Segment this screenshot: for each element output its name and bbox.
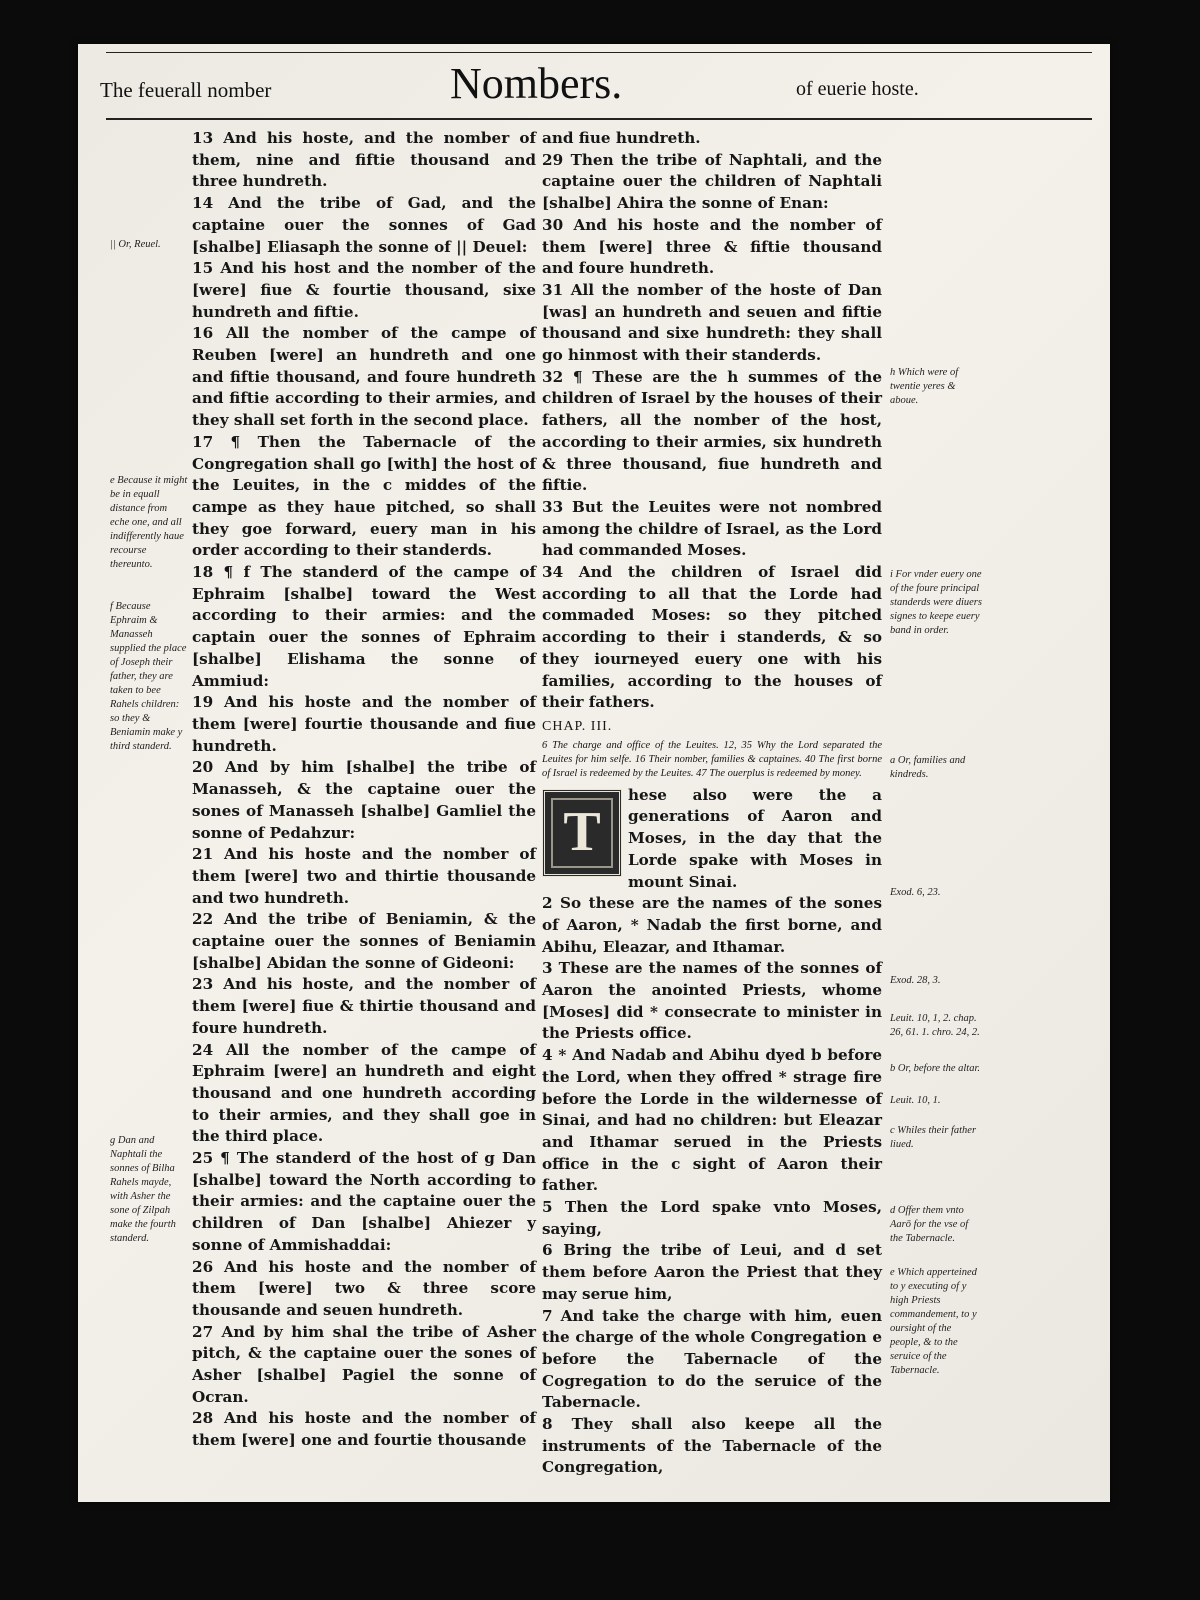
verse: 16 All the nomber of the campe of Reuben [were] an hundreth and one and fiftie thousand, and foure hundreth and fiftie according to their armies, and they shall set forth in the second place.	[192, 324, 536, 430]
verse: 26 And his hoste and the nomber of them [were] two & three score thousande and seuen hundreth.	[192, 1257, 536, 1319]
margin-note: c Whiles their father liued.	[890, 1125, 977, 1150]
margin-note: d Offer them vnto Aarō for the vse of the Tabernacle.	[890, 1205, 969, 1244]
margin-note: i For vnder euery one of the foure principal standerds were diuers signes to keepe euery band in order.	[890, 569, 982, 636]
margin-note: Exod. 28, 3.	[890, 975, 941, 986]
verse: 18 ¶ f The standerd of the campe of Ephraim [shalbe] toward the West according to their armies: and the captain ouer the sonnes of Ephraim [shalbe] Elishama the sonne of Ammiud:	[192, 563, 536, 690]
verse: 3 These are the names of the sonnes of Aaron the anointed Priests, whome [Moses] did * consecrate to minister in the Priests office.	[542, 959, 882, 1043]
verse: 17 ¶ Then the Tabernacle of the Congregation shall go [with] the host of the Leuites, in the c middes of the campe as they haue pitched, so shall they goe forward, euery man in his order according to their standerds.	[192, 432, 536, 560]
verse: 6 Bring the tribe of Leui, and d set them before Aaron the Priest that they may serue him,	[542, 1241, 882, 1303]
margin-note: e Which apperteined to y executing of y high Priests commandement, to y oursight of the people, & to the seruice of the Tabernacle.	[890, 1267, 977, 1376]
verse: 28 And his hoste and the nomber of them [were] one and fourtie thousande	[192, 1409, 536, 1450]
verse: 7 And take the charge with him, euen the charge of the whole Congregation e before the Tabernacle of the Cogregation to do the seruice of the Tabernacle.	[542, 1306, 882, 1412]
verse: 24 All the nomber of the campe of Ephraim [were] an hundreth and eight thousand and one hundreth according to their armies, and they shall goe in the third place.	[192, 1040, 536, 1146]
verse: 29 Then the tribe of Naphtali, and the captaine ouer the children of Naphtali [shalbe] Ahira the sonne of Enan:	[542, 150, 882, 213]
page-title: Nombers.	[450, 59, 623, 108]
verse: 32 ¶ These are the h summes of the children of Israel by the houses of their fathers, all the nomber of the host, according to their armies, six hundreth & three thousand, fiue hundreth and fiftie.	[542, 367, 882, 495]
margin-note: g Dan and Naphtali the sonnes of Bilha Rahels mayde, with Asher the sone of Zilpah make the fourth standerd.	[110, 1135, 176, 1244]
initial-letter: T	[563, 800, 601, 863]
verse: 4 * And Nadab and Abihu dyed b before the Lord, when they offred * strage fire before the Lorde in the wildernesse of Sinai, and had no children: but Eleazar and Ithamar serued in the Priests office in the c sight of Aaron their father.	[542, 1046, 882, 1195]
left-text-column	[192, 128, 536, 1452]
verse: 8 They shall also keepe all the instruments of the Tabernacle of the Congregation,	[542, 1415, 882, 1477]
ornamental-initial	[542, 789, 622, 877]
verse: 33 But the Leuites were not nombred among the childre of Israel, as the Lord had commanded Moses.	[542, 497, 882, 560]
verse: 27 And by him shal the tribe of Asher pitch, & the captaine ouer the sones of Asher [shalbe] Pagiel the sonne of Ocran.	[192, 1322, 536, 1406]
verse: 2 So these are the names of the sones of Aaron, * Nadab the first borne, and Abihu, Eleazar, and Ithamar.	[542, 894, 882, 956]
margin-note: || Or, Reuel.	[110, 239, 161, 250]
verse: hese also were the a generations of Aaron and Moses, in the day that the Lorde spake with Moses in mount Sinai.	[628, 785, 882, 891]
bible-page	[78, 44, 1110, 1502]
margin-note: f Because Ephraim & Manasseh supplied the place of Joseph their father, they are taken to bee Rahels children: so they & Beniamin make y third standerd.	[110, 601, 187, 752]
verse: 15 And his host and the nomber of the [were] fiue & fourtie thousand, sixe hundreth and fiftie.	[192, 259, 536, 321]
verse: 21 And his hoste and the nomber of them [were] two and thirtie thousande and two hundreth.	[192, 845, 536, 907]
running-head-left: The feuerall nomber	[100, 78, 272, 102]
verse: 34 And the children of Israel did according to all that the Lorde had commaded Moses: so they pitched according to their i standerds, & so they iourneyed euery one with his families, according to the houses of their fathers.	[542, 563, 882, 712]
verse: 23 And his hoste, and the nomber of them [were] fiue & thirtie thousand and foure hundreth.	[192, 975, 536, 1037]
verse: 30 And his hoste and the nomber of them [were] three & fiftie thousand and foure hundreth.	[542, 215, 882, 278]
verse: 13 And his hoste, and the nomber of them, nine and fiftie thousand and three hundreth.	[192, 129, 536, 191]
margin-note: h Which were of twentie yeres & aboue.	[890, 367, 959, 406]
chapter-heading: CHAP. III.	[542, 718, 613, 734]
right-text-column	[542, 128, 882, 1479]
verse: 22 And the tribe of Beniamin, & the captaine ouer the sonnes of Beniamin [shalbe] Abidan the sonne of Gideoni:	[192, 910, 536, 972]
margin-note: Leuit. 10, 1, 2. chap. 26, 61. 1. chro. 24, 2.	[890, 1013, 980, 1038]
margin-note: e Because it might be in equall distance from eche one, and all indifferently haue recourse thereunto.	[110, 475, 188, 570]
verse: 14 And the tribe of Gad, and the captaine ouer the sonnes of Gad [shalbe] Eliasaph the sonne of || Deuel:	[192, 194, 536, 256]
verse: 5 Then the Lord spake vnto Moses, saying,	[542, 1198, 882, 1238]
verse: 31 All the nomber of the hoste of Dan [was] an hundreth and seuen and fiftie thousand and sixe hundreth: they shall go hinmost with their standerds.	[542, 280, 882, 365]
margin-note: b Or, before the altar.	[890, 1063, 981, 1074]
margin-note: Leuit. 10, 1.	[890, 1095, 941, 1106]
verse: 20 And by him [shalbe] the tribe of Manasseh, & the captaine ouer the sones of Manasseh [shalbe] Gamliel the sonne of Pedahzur:	[192, 758, 536, 842]
chapter-summary: 6 The charge and office of the Leuites. 12, 35 Why the Lord separated the Leuites for him selfe. 16 Their nomber, families & captaines. 40 The first borne of Israel is redeemed by the Leuites. 47 The ouerplus is redeemed by money.	[542, 739, 882, 779]
margin-note: a Or, families and kindreds.	[890, 755, 966, 780]
header-rule-top	[106, 52, 1092, 53]
verse: 19 And his hoste and the nomber of them [were] fourtie thousande and fiue hundreth.	[192, 693, 536, 755]
chapter-opening	[542, 785, 882, 894]
running-head-right: of euerie hoste.	[796, 78, 919, 100]
header-rule-bottom	[106, 118, 1092, 120]
verse: and fiue hundreth.	[542, 129, 701, 147]
verse: 25 ¶ The standerd of the host of g Dan [shalbe] toward the North according to their armies: and the captaine ouer the children of Dan [shalbe] Ahiezer y sonne of Ammishaddai:	[192, 1149, 536, 1254]
margin-note: Exod. 6, 23.	[890, 887, 941, 898]
